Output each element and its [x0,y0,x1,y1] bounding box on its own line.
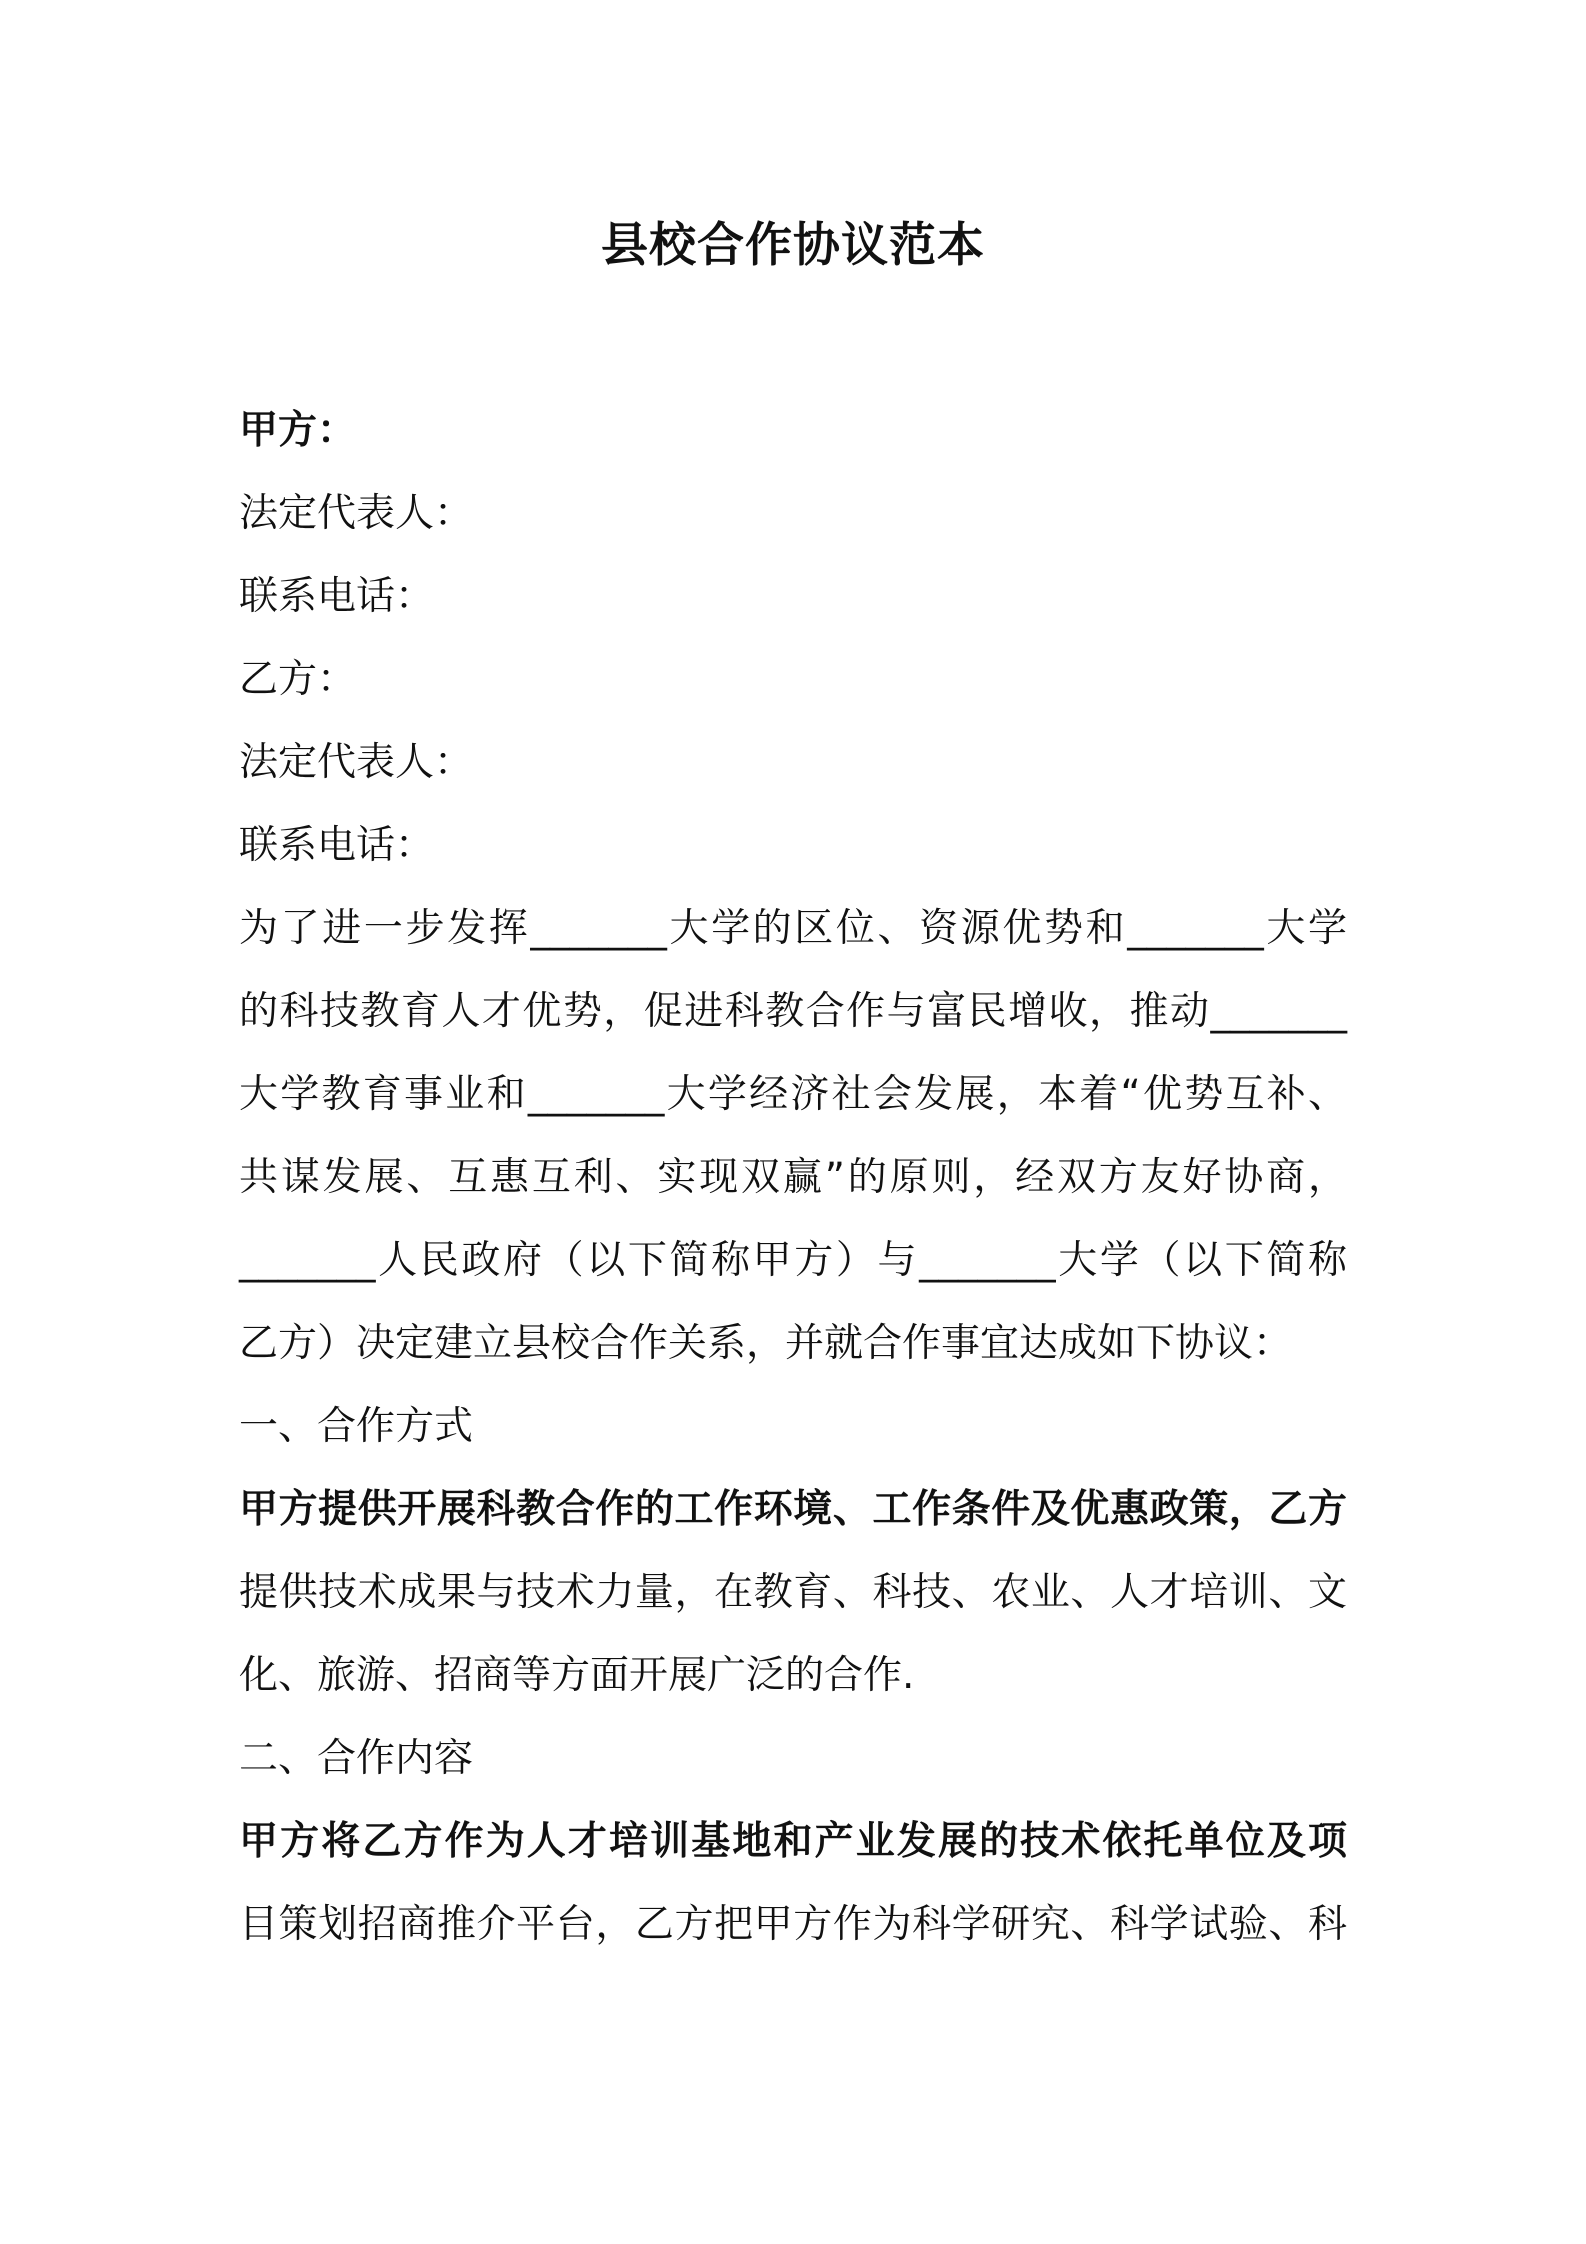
section-paragraph-line: 甲方提供开展科教合作的工作环境、工作条件及优惠政策，乙方 [239,1487,1347,1532]
party-b-phone-label: 联系电话： [239,823,435,868]
document-body [239,389,1347,1966]
section-paragraph-line: 化、旅游、招商等方面开展广泛的合作. [239,1653,915,1698]
party-b-representative-label: 法定代表人： [239,740,474,785]
party-b-label: 乙方： [239,657,357,702]
preamble-line: 大学教育事业和_______大学经济社会发展，本着“优势互补、 [239,1072,1347,1117]
party-a-phone-label: 联系电话： [239,574,435,619]
preamble-line: 的科技教育人才优势，促进科教合作与富民增收，推动_______ [239,989,1347,1034]
preamble-line: 为了进一步发挥_______大学的区位、资源优势和_______大学 [239,906,1347,951]
party-a-label: 甲方： [239,408,357,453]
document-title: 县校合作协议范本 [601,218,985,273]
party-a-representative-label: 法定代表人： [239,491,474,536]
section-paragraph-line: 甲方将乙方作为人才培训基地和产业发展的技术依托单位及项 [239,1819,1347,1864]
section-heading-cooperation-content: 二、合作内容 [239,1736,474,1781]
preamble-line: _______人民政府（以下简称甲方）与_______大学（以下简称 [239,1238,1347,1283]
section-paragraph-line: 提供技术成果与技术力量，在教育、科技、农业、人才培训、文 [239,1570,1347,1615]
preamble-line: 共谋发展、互惠互利、实现双赢”的原则，经双方友好协商， [239,1155,1347,1200]
section-paragraph-line: 目策划招商推介平台，乙方把甲方作为科学研究、科学试验、科 [239,1902,1347,1947]
section-heading-cooperation-method: 一、合作方式 [239,1404,474,1449]
preamble-line: 乙方）决定建立县校合作关系，并就合作事宜达成如下协议： [239,1321,1293,1366]
